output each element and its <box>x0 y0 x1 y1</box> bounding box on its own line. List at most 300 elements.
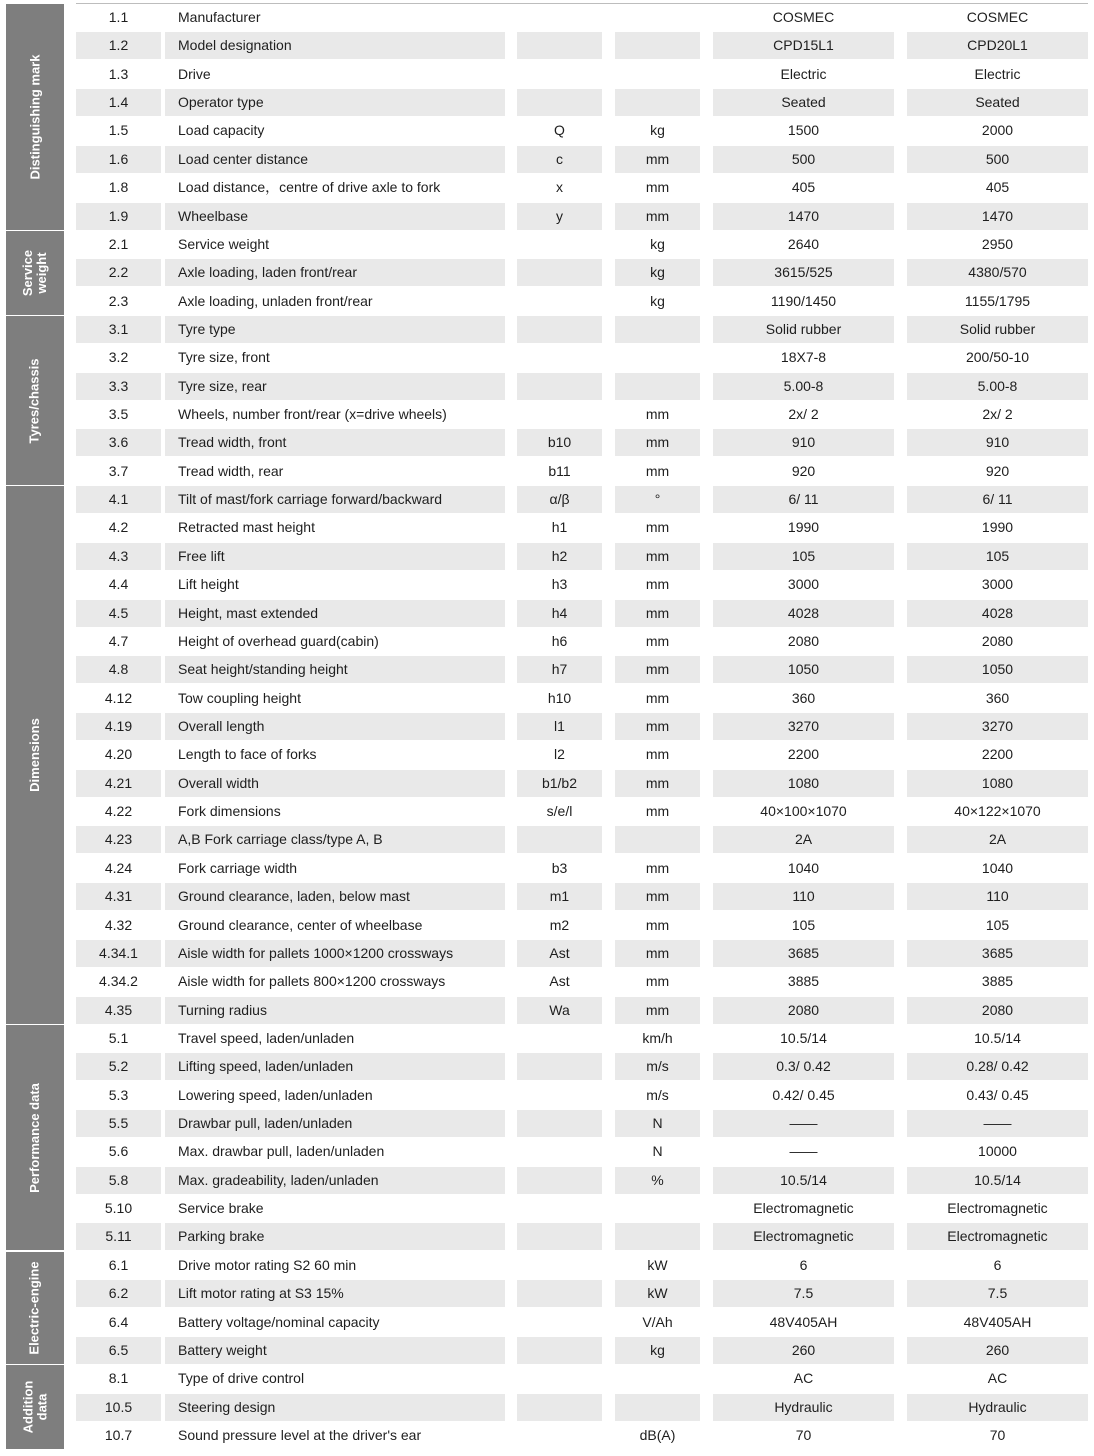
section-label: Addition data <box>20 1380 49 1434</box>
item-description: Height, mast extended <box>165 600 505 627</box>
item-unit: mm <box>615 146 700 173</box>
table-row <box>0 1110 1094 1137</box>
value-cpd20l1: —— <box>907 1110 1088 1137</box>
value-cpd20l1: Hydraulic <box>907 1394 1088 1421</box>
value-cpd15l1: 1470 <box>713 203 894 230</box>
value-cpd15l1: 920 <box>791 463 816 479</box>
item-symbol: h10 <box>547 690 572 706</box>
value-cpd20l1: 105 <box>907 543 1088 570</box>
item-symbol: Ast <box>549 973 570 989</box>
item-symbol <box>517 1280 602 1307</box>
item-number: 4.20 <box>104 746 133 762</box>
item-number: 1.6 <box>76 146 161 173</box>
table-row <box>0 117 1094 144</box>
table-row <box>0 344 1094 371</box>
item-symbol <box>517 1082 602 1109</box>
table-row <box>0 486 1094 513</box>
item-symbol: b10 <box>517 429 602 456</box>
item-symbol: l2 <box>554 746 565 762</box>
section-label: Service weight <box>19 249 49 297</box>
table-row <box>0 656 1094 683</box>
item-description: Ground clearance, center of wheelbase <box>178 917 423 933</box>
value-cpd15l1: 110 <box>713 883 894 910</box>
section-label: Performance data <box>27 1082 43 1193</box>
item-unit: m/s <box>615 1053 700 1080</box>
item-symbol: c <box>517 146 602 173</box>
item-symbol <box>517 344 602 371</box>
table-row <box>0 514 1094 541</box>
table-row <box>0 883 1094 910</box>
item-description: Tow coupling height <box>178 690 301 706</box>
table-row <box>0 1309 1094 1336</box>
item-unit: kW <box>647 1257 668 1273</box>
item-unit: % <box>615 1167 700 1194</box>
item-description: Drawbar pull, laden/unladen <box>165 1110 505 1137</box>
item-symbol <box>517 4 602 31</box>
value-cpd15l1: Electric <box>780 66 827 82</box>
value-cpd15l1: 6/ 11 <box>713 486 894 513</box>
item-number: 4.12 <box>104 690 133 706</box>
item-unit: mm <box>615 203 700 230</box>
item-description: Sound pressure level at the driver's ear <box>178 1427 422 1443</box>
item-description: Tilt of mast/fork carriage forward/backward <box>165 486 505 513</box>
item-description: Turning radius <box>165 997 505 1024</box>
value-cpd20l1: 0.28/ 0.42 <box>907 1053 1088 1080</box>
item-unit <box>615 373 700 400</box>
item-unit: mm <box>615 770 700 797</box>
table-row <box>0 1280 1094 1307</box>
item-unit: mm <box>645 803 670 819</box>
item-symbol <box>517 1337 602 1364</box>
item-number: 1.1 <box>108 9 129 25</box>
item-description: Lift motor rating at S3 15% <box>165 1280 505 1307</box>
table-row <box>0 288 1094 315</box>
item-description: Lowering speed, laden/unladen <box>178 1087 373 1103</box>
value-cpd15l1: 500 <box>713 146 894 173</box>
value-cpd20l1: 500 <box>907 146 1088 173</box>
table-row <box>0 940 1094 967</box>
value-cpd20l1: 10.5/14 <box>974 1030 1021 1046</box>
item-unit: mm <box>645 463 670 479</box>
value-cpd20l1: 7.5 <box>907 1280 1088 1307</box>
value-cpd15l1: 105 <box>713 543 894 570</box>
item-number: 4.5 <box>76 600 161 627</box>
value-cpd15l1: 7.5 <box>713 1280 894 1307</box>
item-number: 1.3 <box>108 66 129 82</box>
value-cpd20l1: 200/50-10 <box>965 349 1030 365</box>
table-row <box>0 1053 1094 1080</box>
item-unit: km/h <box>642 1030 673 1046</box>
value-cpd15l1: 3270 <box>713 713 894 740</box>
value-cpd20l1: 5.00-8 <box>907 373 1088 400</box>
value-cpd15l1: 3615/525 <box>713 259 894 286</box>
item-number: 3.1 <box>76 316 161 343</box>
value-cpd20l1: 110 <box>907 883 1088 910</box>
item-number: 4.32 <box>104 917 133 933</box>
value-cpd20l1: Seated <box>907 89 1088 116</box>
table-row <box>0 203 1094 230</box>
value-cpd15l1: Hydraulic <box>713 1394 894 1421</box>
item-symbol: m1 <box>517 883 602 910</box>
table-row <box>0 543 1094 570</box>
item-number: 4.2 <box>108 519 129 535</box>
value-cpd20l1: 2950 <box>981 236 1014 252</box>
item-description: Free lift <box>165 543 505 570</box>
value-cpd20l1: 3885 <box>981 973 1014 989</box>
value-cpd15l1: 260 <box>713 1337 894 1364</box>
item-unit: mm <box>645 519 670 535</box>
item-unit <box>615 61 700 88</box>
item-unit <box>615 826 700 853</box>
item-number: 6.5 <box>76 1337 161 1364</box>
item-number: 4.35 <box>76 997 161 1024</box>
table-row <box>0 1138 1094 1165</box>
item-description: A,B Fork carriage class/type A, B <box>165 826 505 853</box>
value-cpd15l1: Seated <box>713 89 894 116</box>
item-unit: mm <box>615 713 700 740</box>
item-symbol <box>517 1309 602 1336</box>
value-cpd15l1: 1080 <box>713 770 894 797</box>
item-unit: V/Ah <box>642 1314 673 1330</box>
item-number: 10.7 <box>104 1427 133 1443</box>
table-row <box>0 968 1094 995</box>
item-unit: mm <box>645 746 670 762</box>
item-unit: kg <box>615 259 700 286</box>
item-number: 6.2 <box>76 1280 161 1307</box>
item-description: Seat height/standing height <box>165 656 505 683</box>
value-cpd15l1: 405 <box>791 179 816 195</box>
item-symbol <box>517 259 602 286</box>
value-cpd15l1: 0.3/ 0.42 <box>713 1053 894 1080</box>
item-number: 4.21 <box>76 770 161 797</box>
item-description: Load distance，centre of drive axle to fork <box>178 179 441 195</box>
value-cpd20l1: 3000 <box>981 576 1014 592</box>
item-unit: mm <box>645 179 670 195</box>
table-row <box>0 401 1094 428</box>
item-description: Service weight <box>178 236 270 252</box>
value-cpd20l1: 0.43/ 0.45 <box>966 1087 1029 1103</box>
value-cpd20l1: AC <box>987 1370 1008 1386</box>
item-number: 4.19 <box>76 713 161 740</box>
item-unit: N <box>652 1143 663 1159</box>
item-unit: mm <box>645 860 670 876</box>
value-cpd20l1: 2200 <box>981 746 1014 762</box>
table-row <box>0 32 1094 59</box>
item-description: Wheelbase <box>165 203 505 230</box>
item-unit <box>615 32 700 59</box>
item-unit: mm <box>615 543 700 570</box>
item-description: Steering design <box>165 1394 505 1421</box>
item-symbol <box>517 1223 602 1250</box>
item-number: 3.3 <box>76 373 161 400</box>
item-unit: mm <box>645 633 670 649</box>
item-unit: mm <box>645 917 670 933</box>
item-number: 3.5 <box>108 406 129 422</box>
item-symbol <box>517 32 602 59</box>
item-description: Load capacity <box>178 122 265 138</box>
value-cpd15l1: Electromagnetic <box>713 1223 894 1250</box>
item-unit: kg <box>650 293 665 309</box>
item-symbol: m2 <box>549 917 570 933</box>
value-cpd20l1: 3685 <box>907 940 1088 967</box>
item-number: 2.2 <box>76 259 161 286</box>
value-cpd20l1: 405 <box>985 179 1010 195</box>
item-unit: mm <box>615 883 700 910</box>
item-description: Load center distance <box>165 146 505 173</box>
item-number: 4.4 <box>108 576 129 592</box>
value-cpd20l1: 2000 <box>981 122 1014 138</box>
item-symbol: l1 <box>517 713 602 740</box>
value-cpd15l1: 1990 <box>787 519 820 535</box>
item-description: Type of drive control <box>178 1370 305 1386</box>
item-symbol: h2 <box>517 543 602 570</box>
item-description: Tyre size, rear <box>165 373 505 400</box>
item-symbol: h1 <box>551 519 568 535</box>
item-symbol: Q <box>554 122 565 138</box>
item-number: 1.2 <box>76 32 161 59</box>
item-symbol <box>517 401 602 428</box>
value-cpd15l1: 2200 <box>787 746 820 762</box>
value-cpd15l1: 10.5/14 <box>780 1030 827 1046</box>
item-symbol <box>517 231 602 258</box>
value-cpd20l1: 1155/1795 <box>964 293 1031 309</box>
item-unit: N <box>615 1110 700 1137</box>
value-cpd15l1: CPD15L1 <box>713 32 894 59</box>
table-row <box>0 770 1094 797</box>
item-unit: mm <box>615 429 700 456</box>
value-cpd20l1: 70 <box>989 1427 1006 1443</box>
value-cpd15l1: 6 <box>799 1257 808 1273</box>
item-unit: kW <box>615 1280 700 1307</box>
table-row <box>0 1195 1094 1222</box>
item-number: 1.9 <box>76 203 161 230</box>
item-description: Lifting speed, laden/unladen <box>165 1053 505 1080</box>
item-number: 5.8 <box>76 1167 161 1194</box>
item-number: 5.5 <box>76 1110 161 1137</box>
value-cpd20l1: 1470 <box>907 203 1088 230</box>
value-cpd20l1: 3270 <box>907 713 1088 740</box>
item-unit: mm <box>615 656 700 683</box>
item-symbol <box>517 61 602 88</box>
value-cpd20l1: Electromagnetic <box>947 1200 1048 1216</box>
value-cpd15l1: 5.00-8 <box>713 373 894 400</box>
item-number: 4.23 <box>76 826 161 853</box>
table-row <box>0 1422 1094 1449</box>
item-unit <box>615 344 700 371</box>
item-symbol: α/β <box>517 486 602 513</box>
item-symbol <box>517 1195 602 1222</box>
value-cpd20l1: 910 <box>907 429 1088 456</box>
item-unit <box>615 1223 700 1250</box>
item-number: 4.22 <box>104 803 133 819</box>
table-row <box>0 373 1094 400</box>
item-description: Ground clearance, laden, below mast <box>165 883 505 910</box>
item-unit <box>615 1195 700 1222</box>
table-row <box>0 798 1094 825</box>
value-cpd20l1: 360 <box>985 690 1010 706</box>
item-description: Battery voltage/nominal capacity <box>178 1314 380 1330</box>
value-cpd20l1: 2A <box>907 826 1088 853</box>
item-number: 4.1 <box>76 486 161 513</box>
item-symbol: b11 <box>548 463 571 479</box>
item-number: 1.8 <box>108 179 129 195</box>
table-row <box>0 61 1094 88</box>
value-cpd15l1: 0.42/ 0.45 <box>772 1087 835 1103</box>
table-row <box>0 174 1094 201</box>
value-cpd15l1: 3685 <box>713 940 894 967</box>
value-cpd20l1: 1990 <box>981 519 1014 535</box>
item-unit: mm <box>615 997 700 1024</box>
value-cpd20l1: Electromagnetic <box>907 1223 1088 1250</box>
item-description: Length to face of forks <box>178 746 317 762</box>
item-description: Overall width <box>165 770 505 797</box>
value-cpd20l1: COSMEC <box>966 9 1029 25</box>
item-description: Aisle width for pallets 1000×1200 crossways <box>165 940 505 967</box>
item-symbol: h7 <box>517 656 602 683</box>
value-cpd20l1: 260 <box>907 1337 1088 1364</box>
item-number: 5.3 <box>108 1087 129 1103</box>
item-symbol: Wa <box>517 997 602 1024</box>
value-cpd15l1: 3000 <box>787 576 820 592</box>
item-number: 2.3 <box>108 293 129 309</box>
value-cpd15l1: 2A <box>713 826 894 853</box>
item-symbol <box>517 1110 602 1137</box>
value-cpd15l1: AC <box>793 1370 814 1386</box>
item-description: Model designation <box>165 32 505 59</box>
item-description: Retracted mast height <box>178 519 315 535</box>
item-number: 6.1 <box>108 1257 129 1273</box>
item-number: 8.1 <box>108 1370 129 1386</box>
item-unit: mm <box>645 973 670 989</box>
value-cpd20l1: 105 <box>985 917 1010 933</box>
item-unit: m/s <box>646 1087 669 1103</box>
item-unit: kg <box>650 236 665 252</box>
table-row <box>0 628 1094 655</box>
item-symbol: x <box>556 179 563 195</box>
item-description: Wheels, number front/rear (x=drive wheels) <box>178 406 447 422</box>
value-cpd20l1: Solid rubber <box>907 316 1088 343</box>
item-symbol <box>517 316 602 343</box>
item-number: 2.1 <box>108 236 129 252</box>
value-cpd20l1: CPD20L1 <box>907 32 1088 59</box>
item-number: 4.31 <box>76 883 161 910</box>
item-number: 5.6 <box>108 1143 129 1159</box>
table-row <box>0 855 1094 882</box>
value-cpd20l1: 40×122×1070 <box>954 803 1041 819</box>
value-cpd15l1: —— <box>789 1143 818 1159</box>
table-row <box>0 231 1094 258</box>
value-cpd15l1: Electromagnetic <box>753 1200 854 1216</box>
item-unit: mm <box>645 690 670 706</box>
table-row <box>0 89 1094 116</box>
item-description: Aisle width for pallets 800×1200 crossways <box>178 973 446 989</box>
value-cpd15l1: —— <box>713 1110 894 1137</box>
item-number: 4.34.1 <box>76 940 161 967</box>
item-description: Drive motor rating S2 60 min <box>178 1257 357 1273</box>
table-row <box>0 1082 1094 1109</box>
item-description: Max. gradeability, laden/unladen <box>165 1167 505 1194</box>
value-cpd15l1: 4028 <box>713 600 894 627</box>
item-symbol: Ast <box>517 940 602 967</box>
table-row <box>0 1223 1094 1250</box>
item-symbol <box>517 1422 602 1449</box>
item-symbol <box>517 288 602 315</box>
table-row <box>0 1252 1094 1279</box>
value-cpd15l1: 910 <box>713 429 894 456</box>
table-row <box>0 1365 1094 1392</box>
section-label: Electric-engine <box>27 1261 43 1355</box>
value-cpd20l1: 1040 <box>981 860 1014 876</box>
item-unit <box>615 4 700 31</box>
item-description: Lift height <box>178 576 239 592</box>
item-description: Overall length <box>165 713 505 740</box>
item-number: 5.1 <box>108 1030 129 1046</box>
item-description: Axle loading, laden front/rear <box>165 259 505 286</box>
table-row <box>0 600 1094 627</box>
item-symbol <box>517 1053 602 1080</box>
item-number: 5.2 <box>76 1053 161 1080</box>
item-symbol: b3 <box>551 860 568 876</box>
item-unit <box>615 316 700 343</box>
item-symbol <box>517 826 602 853</box>
item-number: 6.4 <box>108 1314 129 1330</box>
value-cpd20l1: 920 <box>985 463 1010 479</box>
value-cpd15l1: 10.5/14 <box>713 1167 894 1194</box>
item-description: Fork dimensions <box>178 803 281 819</box>
item-description: Fork carriage width <box>178 860 298 876</box>
value-cpd15l1: Solid rubber <box>713 316 894 343</box>
item-symbol <box>517 1252 602 1279</box>
item-number: 5.11 <box>76 1223 161 1250</box>
item-unit: ° <box>615 486 700 513</box>
value-cpd20l1: 1080 <box>907 770 1088 797</box>
table-row <box>0 713 1094 740</box>
value-cpd20l1: 10.5/14 <box>907 1167 1088 1194</box>
item-number: 1.5 <box>108 122 129 138</box>
table-row <box>0 826 1094 853</box>
value-cpd15l1: 40×100×1070 <box>760 803 847 819</box>
value-cpd20l1: 6 <box>993 1257 1002 1273</box>
item-description: Battery weight <box>165 1337 505 1364</box>
item-number: 3.6 <box>76 429 161 456</box>
item-description: Tread width, front <box>165 429 505 456</box>
value-cpd20l1: 6/ 11 <box>907 486 1088 513</box>
item-unit: mm <box>615 600 700 627</box>
item-symbol: s/e/l <box>546 803 573 819</box>
value-cpd20l1: 2080 <box>981 633 1014 649</box>
item-description: Height of overhead guard(cabin) <box>178 633 379 649</box>
value-cpd15l1: 2080 <box>787 633 820 649</box>
item-number: 1.4 <box>76 89 161 116</box>
table-row <box>0 912 1094 939</box>
value-cpd15l1: 1040 <box>787 860 820 876</box>
table-row <box>0 4 1094 31</box>
section-label: Dimensions <box>27 718 42 792</box>
item-number: 5.10 <box>104 1200 133 1216</box>
item-description: Drive <box>178 66 211 82</box>
item-symbol: h3 <box>551 576 568 592</box>
item-description: Travel speed, laden/unladen <box>178 1030 355 1046</box>
value-cpd20l1: 10000 <box>978 1143 1017 1159</box>
item-description: Tread width, rear <box>178 463 284 479</box>
value-cpd20l1: 2x/ 2 <box>982 406 1013 422</box>
section-label: Tyres/chassis <box>27 357 43 444</box>
item-symbol <box>517 1025 602 1052</box>
item-unit: mm <box>645 406 670 422</box>
value-cpd15l1: 3885 <box>787 973 820 989</box>
item-number: 10.5 <box>76 1394 161 1421</box>
item-unit: kg <box>650 122 665 138</box>
